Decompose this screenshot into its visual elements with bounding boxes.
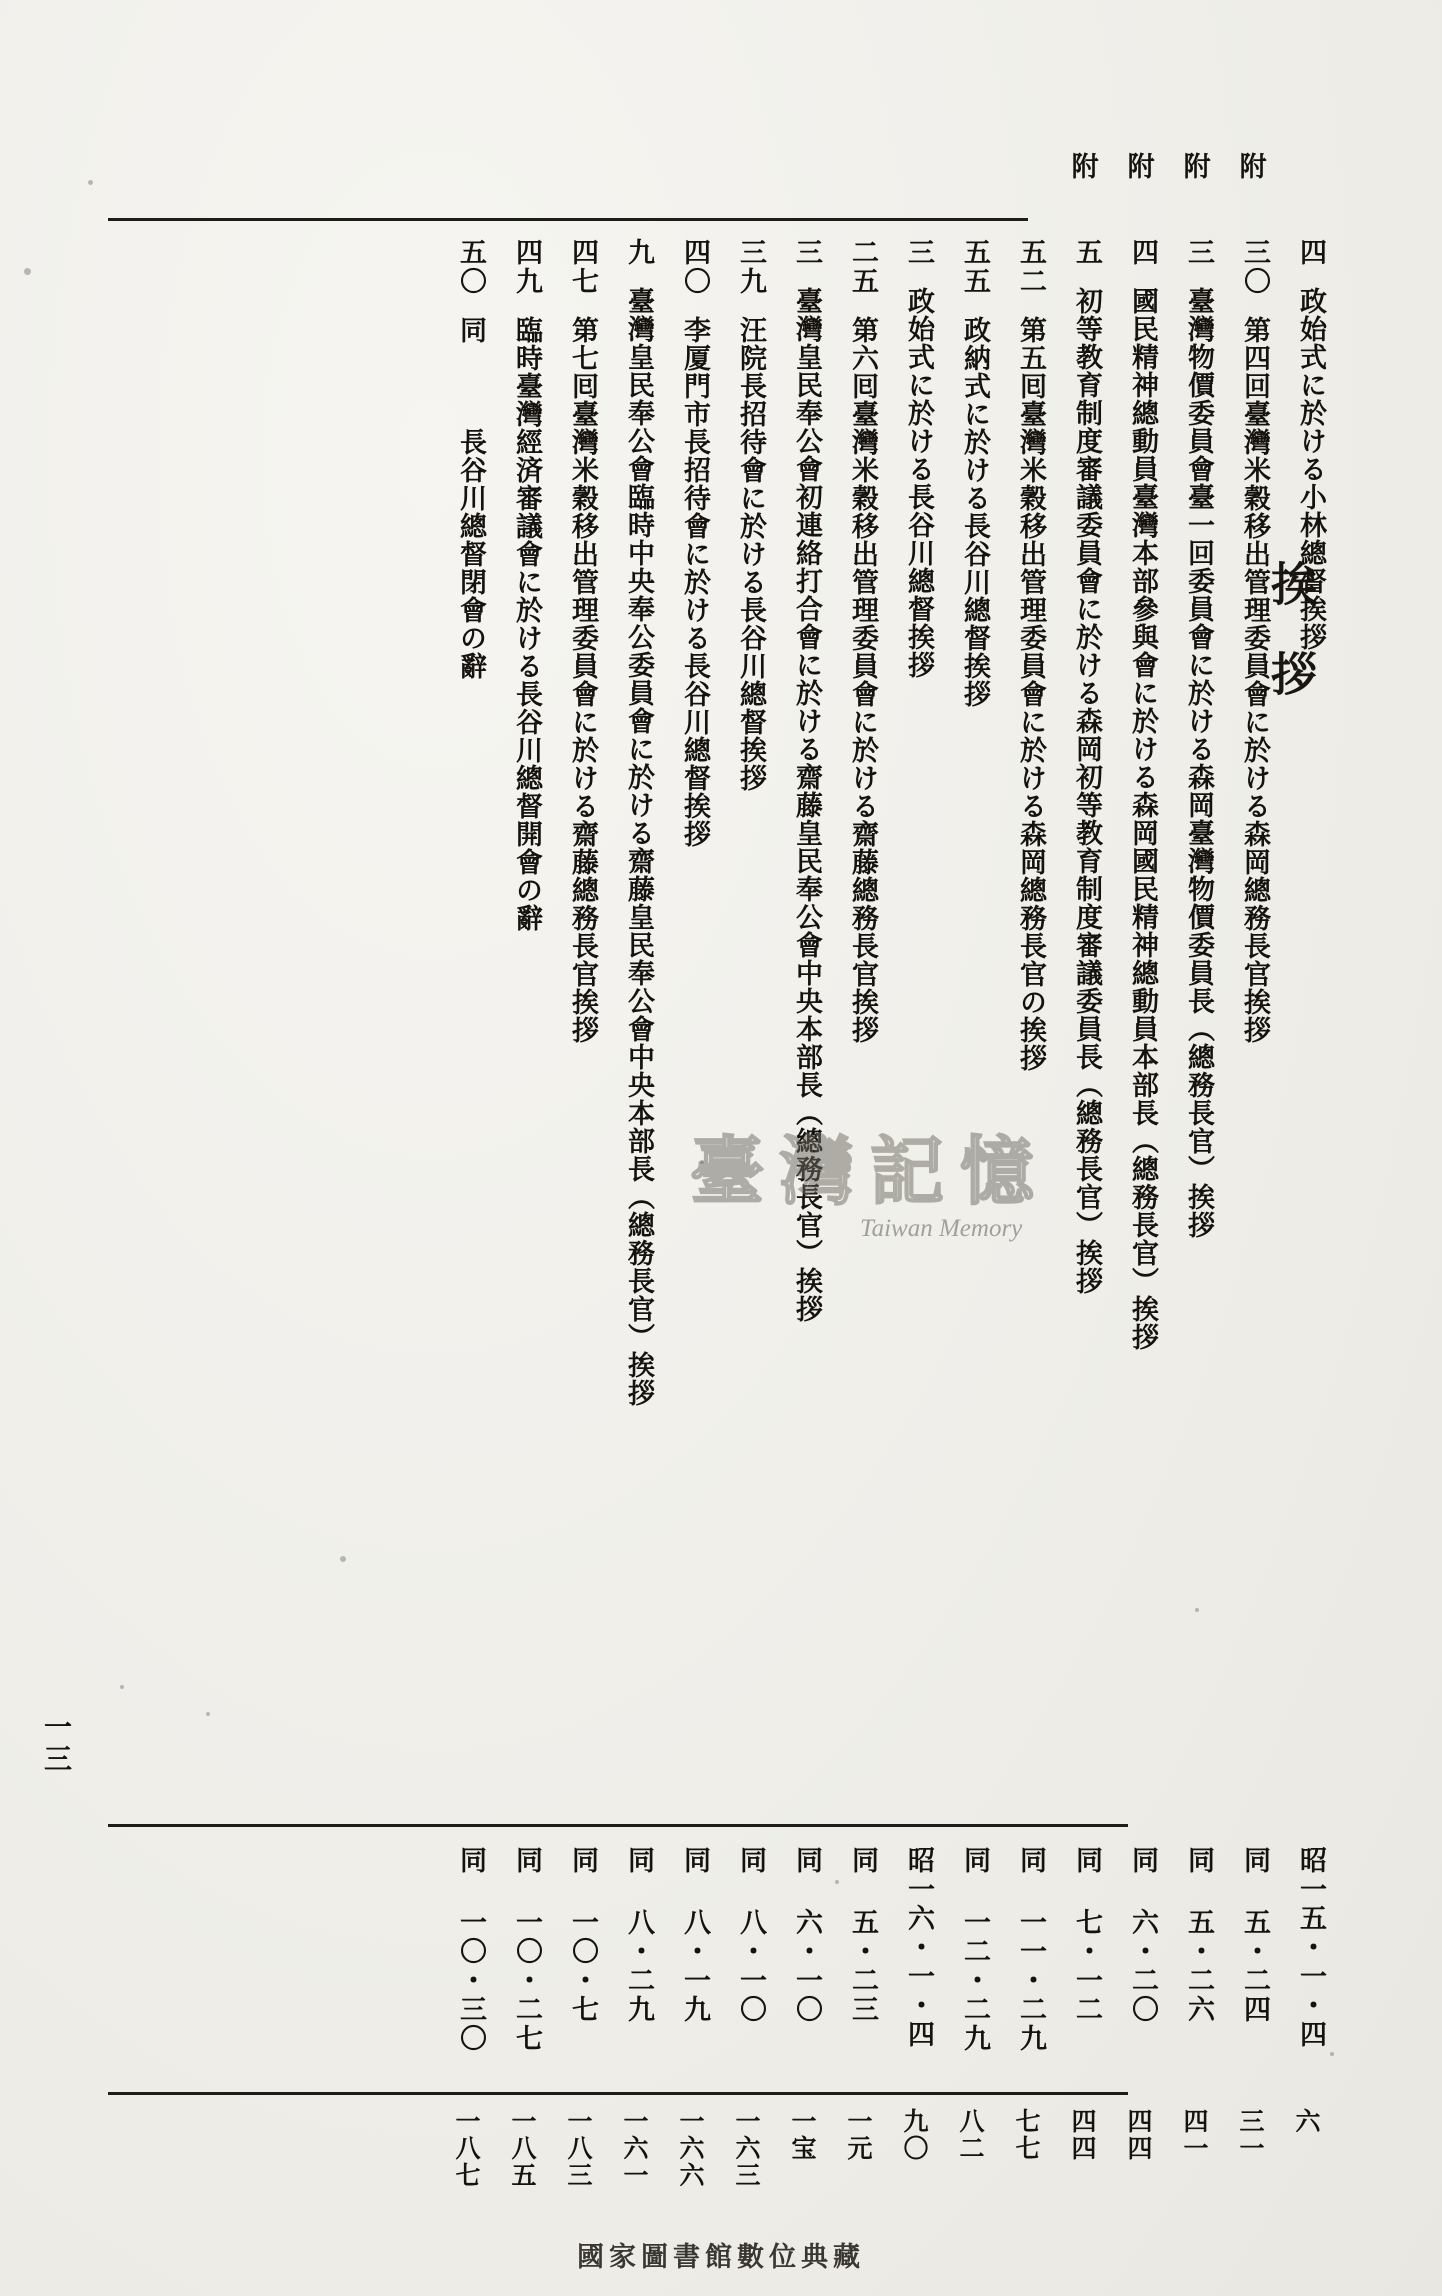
index-entry[interactable] (624, 238, 652, 1407)
entry-date: 同 一二・二九 (959, 1846, 990, 2053)
entry-date: 同 一〇・七 (567, 1846, 598, 2024)
entry-number: 三 (903, 238, 934, 267)
entry-date: 同 一〇・三〇 (455, 1846, 486, 2053)
entry-title: 第四回臺灣米穀移出管理委員會に於ける森岡總務長官挨拶 (1239, 316, 1270, 1044)
entry-date: 同 七・一二 (1071, 1846, 1102, 2024)
entry-number: 三 (791, 238, 822, 267)
entry-title: 政納式に於ける長谷川總督挨拶 (959, 316, 990, 708)
entry-number: 三 (1183, 238, 1214, 267)
table-rule-top (108, 218, 1028, 221)
entry-title: 初等教育制度審議委員會に於ける森岡初等教育制度審議委員長（總務長官）挨拶 (1071, 287, 1102, 1295)
entry-page-number: 四四 (1124, 2108, 1153, 2162)
entry-page-number: 四四 (1068, 2108, 1097, 2162)
entry-page-number: 一六六 (676, 2108, 705, 2189)
folio-number: 一三 (40, 1712, 73, 1776)
watermark-chinese: 臺灣記憶 (690, 1129, 1050, 1215)
entry-title: 臺灣皇民奉公會初連絡打合會に於ける齋藤皇民奉公會中央本部長（總務長官）挨拶 (791, 287, 822, 1323)
entry-page-number: 一宝 (788, 2108, 817, 2162)
index-entry[interactable] (960, 238, 988, 708)
entry-date: 同 五・二三 (847, 1846, 878, 2024)
index-entry[interactable] (1016, 238, 1044, 1072)
archive-stamp: 國家圖書館數位典藏 (577, 2242, 865, 2273)
entry-number: 二五 (847, 238, 878, 296)
entry-title: 政始式に於ける長谷川總督挨拶 (903, 287, 934, 679)
entry-date: 昭一六・一・四 (903, 1846, 934, 2049)
entry-page-number: 一八七 (452, 2108, 481, 2189)
entry-page-number: 四一 (1180, 2108, 1209, 2162)
entry-date: 同 一〇・二七 (511, 1846, 542, 2053)
watermark-english: Taiwan Memory (860, 1215, 1023, 1242)
entry-date: 同 八・一〇 (735, 1846, 766, 2024)
entry-title: 國民精神總動員臺灣本部參與會に於ける森岡國民精神總動員本部長（總務長官）挨拶 (1127, 287, 1158, 1351)
index-entry[interactable] (680, 238, 708, 848)
table-rule-middle (108, 1824, 1128, 1827)
index-entry[interactable] (568, 238, 596, 1044)
page-title: 挨拶 (1264, 560, 1318, 740)
index-entry[interactable] (792, 238, 820, 1323)
entry-date: 同 八・二九 (623, 1846, 654, 2024)
entry-number: 四七 (567, 238, 598, 296)
entry-page-number: 九〇 (900, 2108, 929, 2162)
index-entry[interactable] (1184, 238, 1212, 1239)
entry-date: 昭一五・一・四 (1295, 1846, 1326, 2049)
entry-page-number: 一六三 (732, 2108, 761, 2189)
entry-title: 臺灣物價委員會臺一回委員會に於ける森岡臺灣物價委員長（總務長官）挨拶 (1183, 287, 1214, 1239)
entry-page-number: 一八五 (508, 2108, 537, 2189)
entry-number: 四〇 (679, 238, 710, 296)
entry-date: 同 六・一〇 (791, 1846, 822, 2024)
entry-number: 五五 (959, 238, 990, 296)
index-entry[interactable] (1240, 238, 1268, 1044)
entry-title: 李厦門市長招待會に於ける長谷川總督挨拶 (679, 316, 710, 848)
entry-title: 同 長谷川總督閉會の辭 (455, 316, 486, 680)
entry-date: 同 六・二〇 (1127, 1846, 1158, 2024)
entry-date: 同 八・一九 (679, 1846, 710, 2024)
entry-title: 汪院長招待會に於ける長谷川總督挨拶 (735, 316, 766, 792)
entry-title: 政始式に於ける小林總督挨拶 (1295, 287, 1326, 651)
entry-page-number: 三一 (1236, 2108, 1265, 2162)
entry-title: 第六囘臺灣米穀移出管理委員會に於ける齋藤總務長官挨拶 (847, 316, 878, 1044)
entry-number: 四九 (511, 238, 542, 296)
entry-date: 同 一一・二九 (1015, 1846, 1046, 2053)
entry-number: 三〇 (1239, 238, 1270, 296)
index-entry[interactable] (512, 238, 540, 932)
entry-number: 三九 (735, 238, 766, 296)
entry-number: 四 (1295, 238, 1326, 267)
entry-number: 五 (1071, 238, 1102, 267)
entry-page-number: 六 (1292, 2108, 1321, 2135)
entry-title: 臺灣皇民奉公會臨時中央奉公委員會に於ける齋藤皇民奉公會中央本部長（總務長官）挨拶 (623, 287, 654, 1407)
index-entry[interactable] (1128, 238, 1156, 1351)
index-entry[interactable] (848, 238, 876, 1044)
entry-number: 九 (623, 238, 654, 267)
entry-number: 五二 (1015, 238, 1046, 296)
index-entry[interactable] (1072, 238, 1100, 1295)
entry-page-number: 八二 (956, 2108, 985, 2162)
entry-page-number: 一元 (844, 2108, 873, 2162)
index-entry[interactable] (904, 238, 932, 679)
entry-number: 五〇 (455, 238, 486, 296)
entry-number: 四 (1127, 238, 1158, 267)
index-entry[interactable] (456, 238, 484, 680)
entry-page-number: 一八三 (564, 2108, 593, 2189)
entry-page-number: 一六一 (620, 2108, 649, 2189)
entry-title: 第五囘臺灣米穀移出管理委員會に於ける森岡總務長官の挨拶 (1015, 316, 1046, 1072)
entry-date: 同 五・二六 (1183, 1846, 1214, 2024)
entry-title: 臨時臺灣經済審議會に於ける長谷川總督開會の辭 (511, 316, 542, 932)
index-entry[interactable] (736, 238, 764, 792)
table-rule-bottom (108, 2092, 1128, 2095)
index-entry[interactable] (1296, 238, 1324, 651)
entry-date: 同 五・二四 (1239, 1846, 1270, 2024)
entry-page-number: 七七 (1012, 2108, 1041, 2162)
entry-title: 第七囘臺灣米穀移出管理委員會に於ける齋藤總務長官挨拶 (567, 316, 598, 1044)
